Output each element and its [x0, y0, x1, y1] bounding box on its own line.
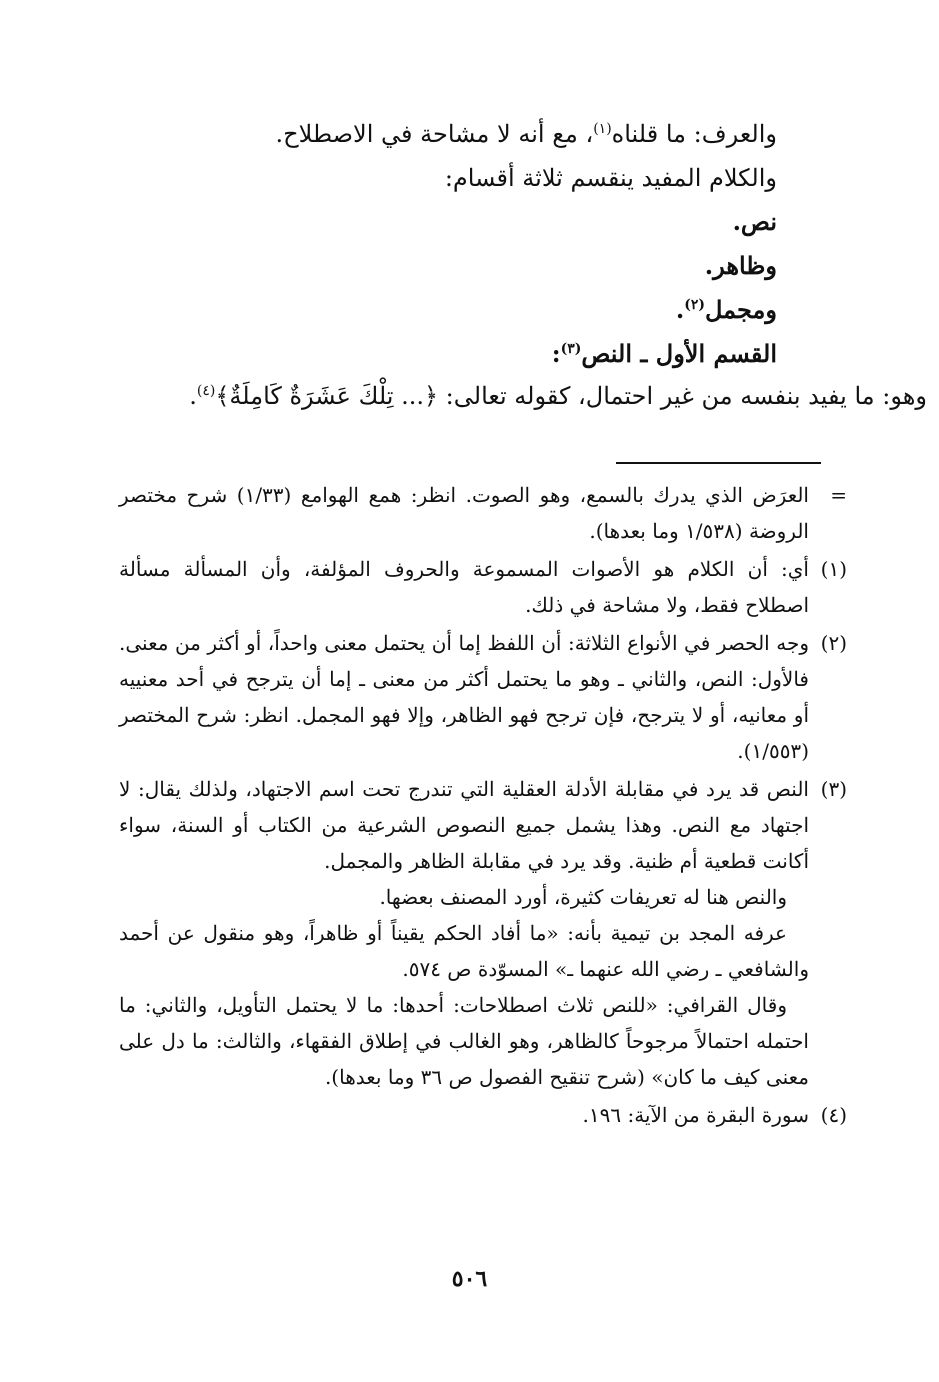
footnote-number: (٢) [820, 631, 847, 655]
footnote-ref[interactable]: (٢) [684, 297, 705, 313]
footnote-number: (١) [820, 557, 847, 581]
main-line-text-after: . [675, 295, 685, 324]
footnote-paragraph: عرفه المجد بن تيمية بأنه: «ما أفاد الحكم يقيناً أو ظاهراً، وهو منقول عن أحمد والشافعي ـ رضي الله عنهما ـ» المسوّدة ص ٥٧٤. [119, 921, 809, 981]
section-heading-after: : [551, 339, 561, 368]
footnote-paragraph: والنص هنا له تعريفات كثيرة، أورد المصنف بعضها. [379, 885, 787, 909]
main-line-text: وهو: ما يفيد بنفسه من غير احتمال، كقوله تعالى: ﴿... تِلْكَ عَشَرَةٌ كَامِلَةٌ﴾ [215, 382, 927, 410]
main-text [137, 112, 927, 416]
main-line-text: ومجمل [705, 295, 777, 324]
page-number: ٥٠٦ [451, 1266, 488, 1292]
footnote-ref[interactable]: (٣) [560, 341, 582, 357]
main-line-text: نص. [732, 207, 777, 236]
main-line-4 [137, 244, 777, 288]
footnote-paragraph: أي: أن الكلام هو الأصوات المسموعة والحروف المؤلفة، وأن المسألة مسألة اصطلاح فقط، ولا مشاحة في ذلك. [119, 557, 809, 617]
footnotes [119, 477, 847, 1135]
main-line-1 [137, 112, 777, 156]
footnote-number: = [830, 483, 847, 507]
main-line-2 [137, 156, 777, 200]
footnote-4 [119, 1097, 847, 1133]
main-line-7 [132, 376, 927, 416]
footnote-ref[interactable]: (٤) [196, 383, 216, 399]
main-line-5 [137, 288, 777, 332]
footnote-ref[interactable]: (١) [593, 121, 612, 137]
footnote-continued [119, 477, 847, 549]
footnote-paragraph: النص قد يرد في مقابلة الأدلة العقلية التي تندرج تحت اسم الاجتهاد، ولذلك يقال: لا اجتهاد مع النص. وهذا يشمل جميع النصوص الشرعية من الكتاب أو السنة، سواء أكانت قطعية أم ظنية. وقد يرد في مقابلة الظاهر والمجمل. [119, 777, 809, 873]
footnote-number: (٤) [820, 1103, 847, 1127]
main-line-3 [137, 200, 777, 244]
footnote-divider [616, 462, 821, 464]
footnote-paragraph: وجه الحصر في الأنواع الثلاثة: أن اللفظ إما أن يحتمل معنى واحداً، أو أكثر من معنى. فالأول: النص، والثاني ـ وهو ما يحتمل أكثر من معنى ـ إما أن يترجح في أحد معنييه أو معانيه، أو لا يترجح، فإن ترجح فهو الظاهر، وإلا فهو المجمل. انظر: شرح المختصر (١/٥٥٣). [119, 631, 809, 763]
footnote-2 [119, 625, 847, 769]
section-heading [137, 332, 777, 376]
main-line-text-after: ، مع أنه لا مشاحة في الاصطلاح. [275, 120, 594, 148]
footnote-paragraph: وقال القرافي: «للنص ثلاث اصطلاحات: أحدها: ما لا يحتمل التأويل، والثاني: ما احتمله احتمالاً مرجوحاً كالظاهر، وهو الغالب في إطلاق الفقهاء، والثالث: ما دل على معنى كيف ما كان» (شرح تنقيح الفصول ص ٣٦ وما بعدها). [119, 993, 809, 1089]
main-line-text-after: . [189, 382, 197, 410]
footnote-number: (٣) [820, 777, 847, 801]
main-line-text: والكلام المفيد ينقسم ثلاثة أقسام: [444, 164, 777, 192]
section-heading-text: القسم الأول ـ النص [581, 339, 777, 368]
main-line-text: والعرف: ما قلناه [611, 120, 777, 148]
main-line-text: وظاهر. [704, 251, 777, 280]
footnote-1 [119, 551, 847, 623]
footnote-paragraph: العرَض الذي يدرك بالسمع، وهو الصوت. انظر: همع الهوامع (١/٣٣) شرح مختصر الروضة (١/٥٣٨ وما بعدها). [119, 483, 809, 543]
footnote-3 [119, 771, 847, 1095]
footnote-paragraph: سورة البقرة من الآية: ١٩٦. [582, 1103, 809, 1127]
